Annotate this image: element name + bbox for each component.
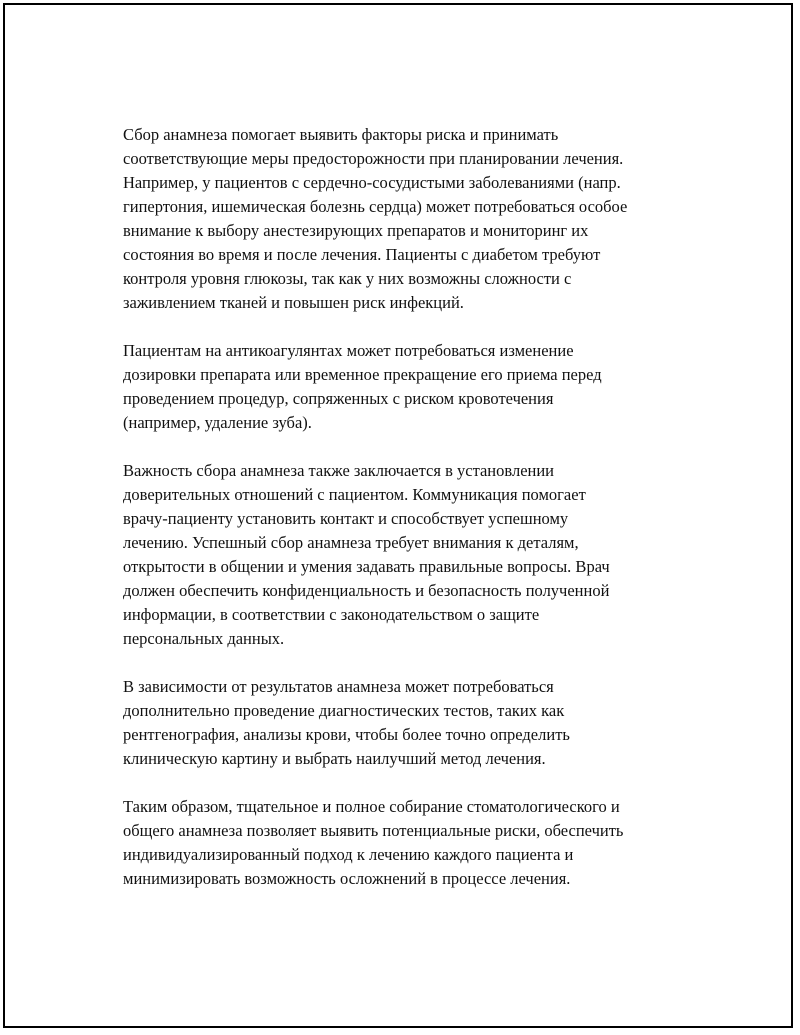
paragraph-risk-factors: Сбор анамнеза помогает выявить факторы риска и принимать соответствующие меры предосторожности при планировании лечения. Например, у пациентов с сердечно-сосудистыми заболеваниями (напр. гипертония, ишемическая болезнь сердца) может потребоваться особое внимание к выбору анестезирующих препаратов и мониторинг их состояния во время и после лечения. Пациенты с диабетом требуют контроля уровня глюкозы, так как у них возможны сложности с заживлением тканей и повышен риск инфекций.: [123, 125, 628, 312]
paragraph-conclusion: Таким образом, тщательное и полное собирание стоматологического и общего анамнеза позволяет выявить потенциальные риски, обеспечить индивидуализированный подход к лечению каждого пациента и минимизировать возможность осложнений в процессе лечения.: [123, 797, 624, 888]
paragraph-anticoagulants: Пациентам на антикоагулянтах может потребоваться изменение дозировки препарата или временное прекращение его приема перед проведением процедур, сопряженных с риском кровотечения (например, удаление зуба).: [123, 341, 602, 432]
paragraph-trust: Важность сбора анамнеза также заключается в установлении доверительных отношений с пациентом. Коммуникация помогает врачу-пациенту установить контакт и способствует успешному лечению. Успешный сбор анамнеза требует внимания к деталям, открытости в общении и умения задавать правильные вопросы. Врач должен обеспечить конфиденциальность и безопасность полученной информации, в соответствии с законодательством о защите персональных данных.: [123, 461, 610, 648]
page-frame: [3, 3, 793, 1028]
document-body: [123, 123, 693, 915]
paragraph-diagnostics: В зависимости от результатов анамнеза может потребоваться дополнительно проведение диагностических тестов, таких как рентгенография, анализы крови, чтобы более точно определить клиническую картину и выбрать наилучший метод лечения.: [123, 677, 570, 768]
